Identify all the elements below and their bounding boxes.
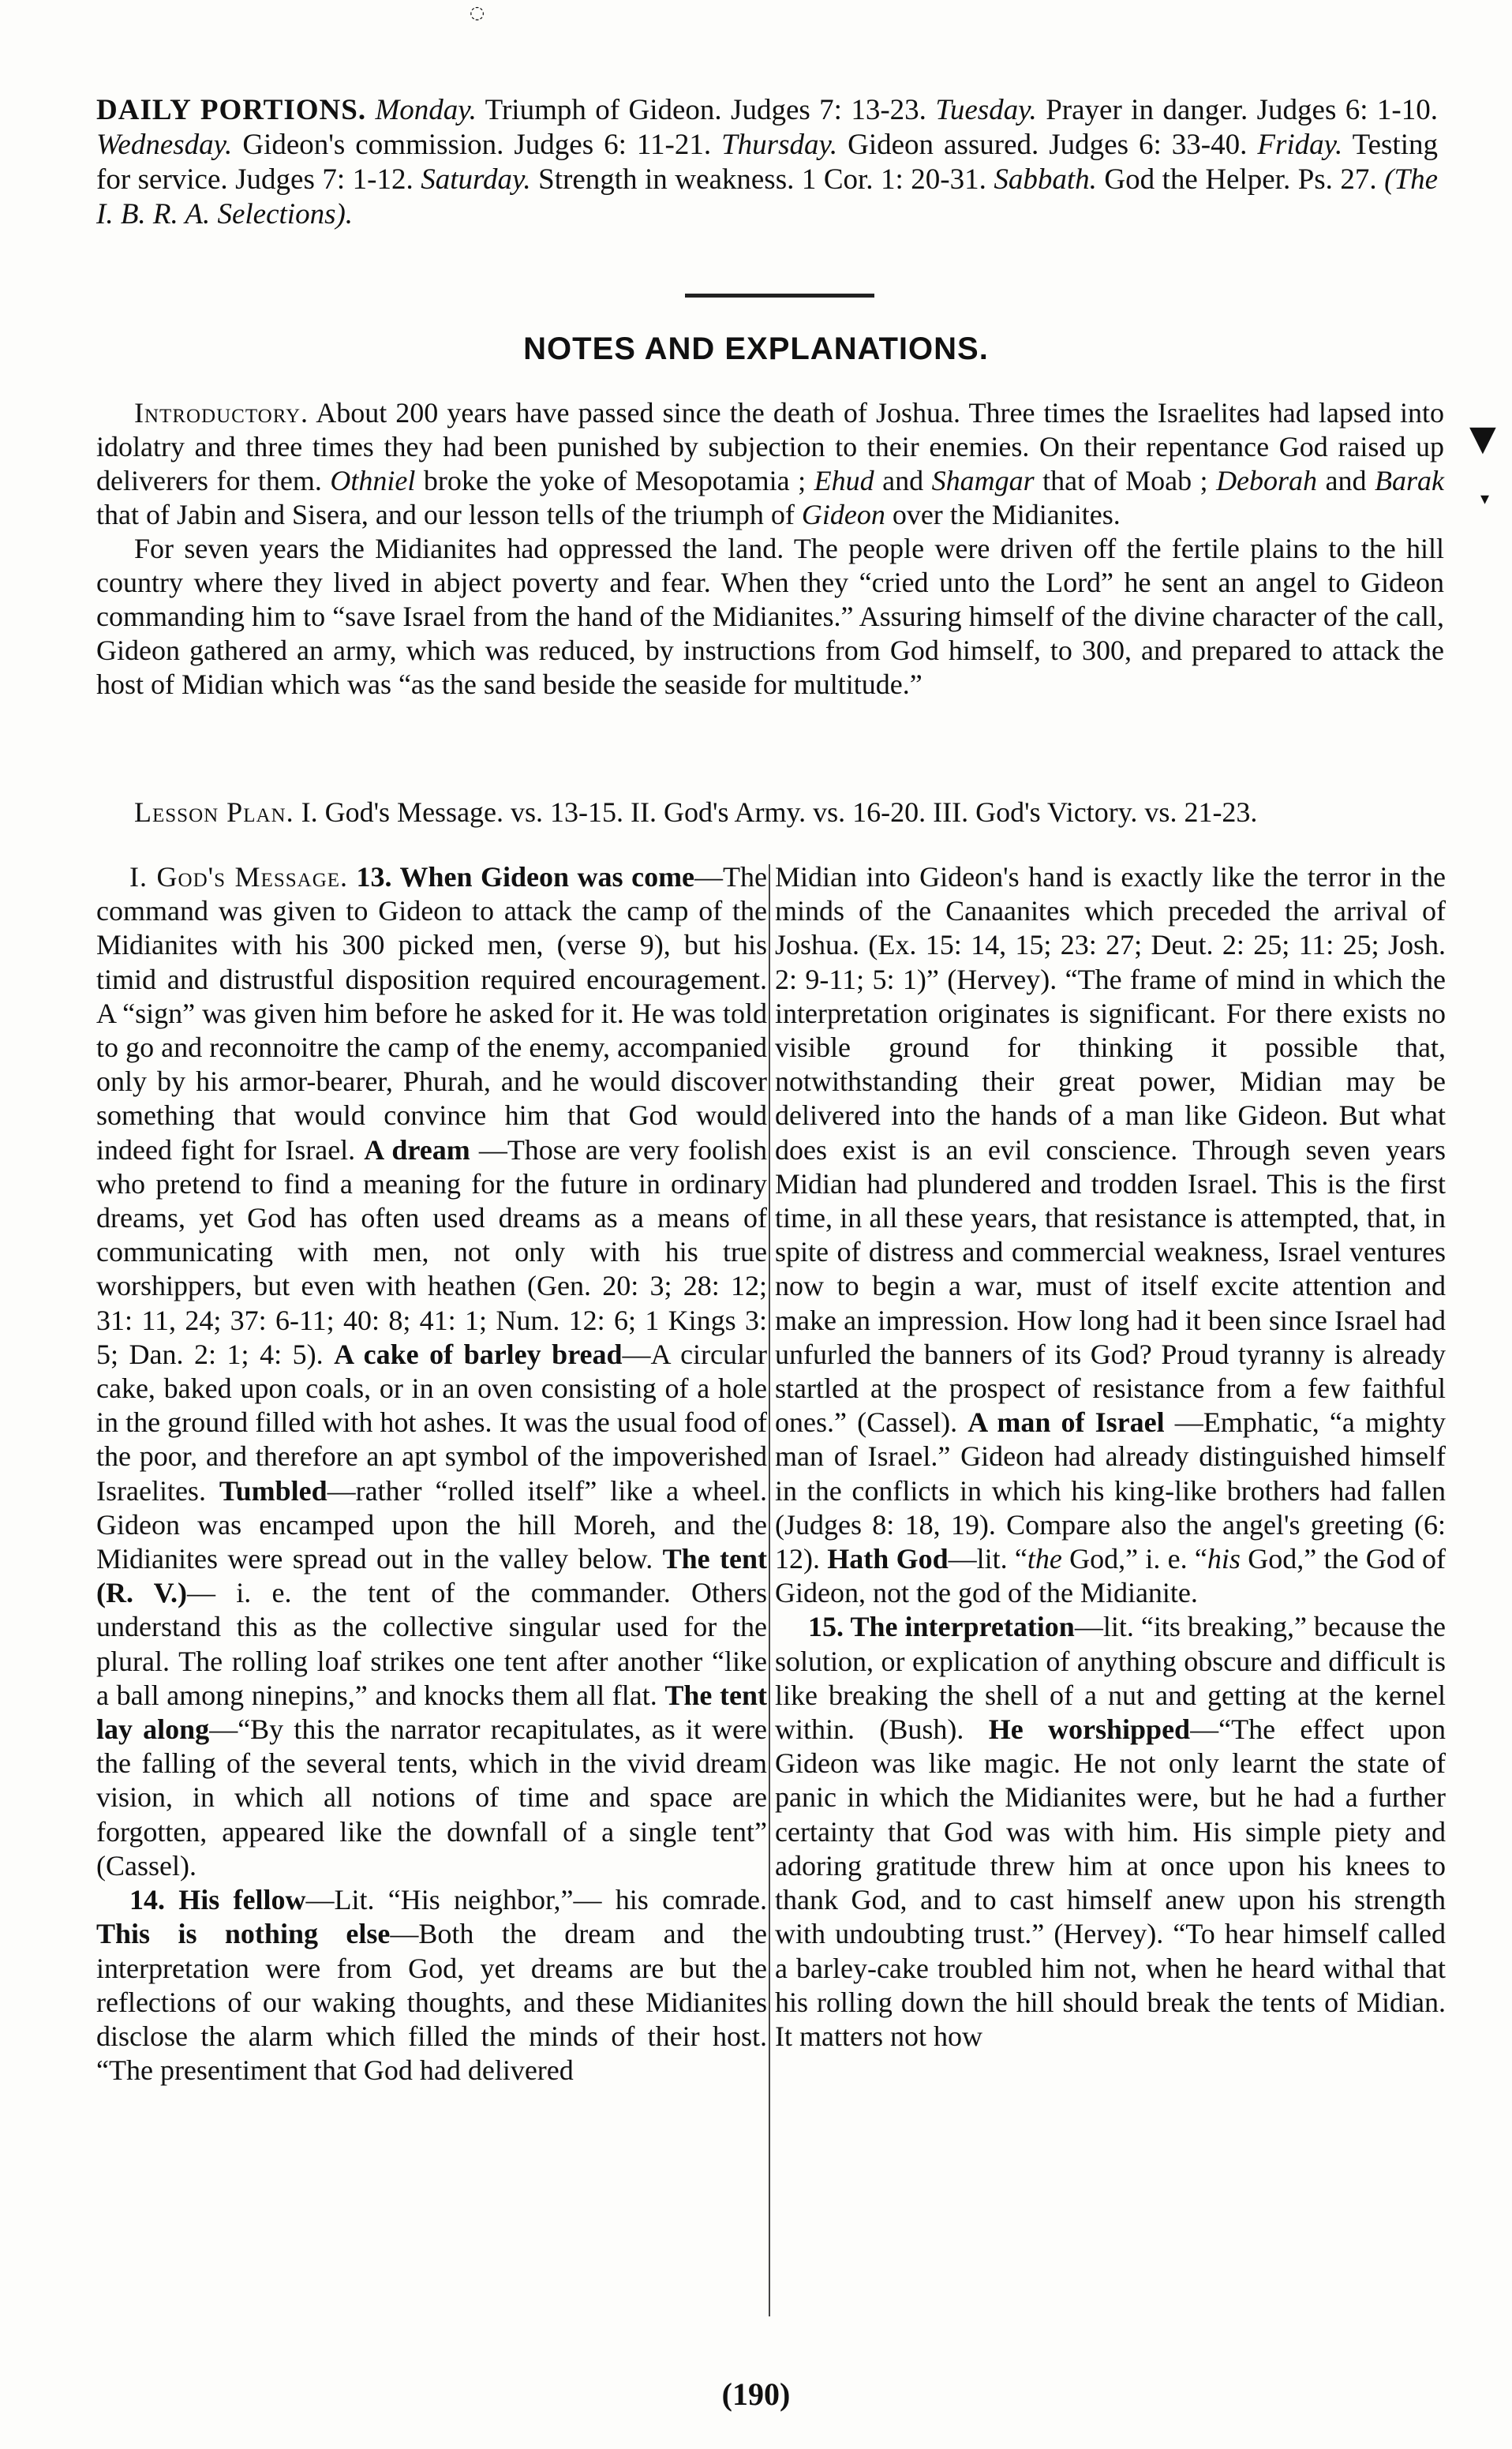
comment: —The command was given to Gideon to attack the camp of the Midianites with his 300 picked men, (verse 9), but his timid and distrustful disposition required encouragement. A “sign” was given him before he asked for it. He was told to go and reconnoitre the camp of the enemy, accompanied only by his armor-bearer, Phurah, and he would discover something that would convince him that God would indeed fight for Israel. — [96, 861, 767, 1166]
verse-number: 14. — [129, 1884, 179, 1916]
intro-text: broke the yoke of Mesopotamia ; — [415, 465, 814, 496]
term: The interpretation — [850, 1611, 1075, 1643]
intro-text: that of Jabin and Sisera, and our lesson tells of the triumph of — [96, 499, 802, 530]
verse-number: 13. — [348, 861, 400, 893]
daily-text: Gideon assured. Judges 6: 33-40. — [837, 129, 1258, 161]
comment: God,” i. e. “ — [1061, 1543, 1207, 1575]
comment: —Those are very foolish who pretend to find a meaning for the future in ordinary dreams, yet God has often used dreams as a means of communicating with men, not only with his true worshippers, but even with heathen (Gen. 20: 3; 28: 12; 31: 11, 24; 37: 6-11; 40: 8; 41: 1; Num. 12: 6; 1 Kings 3: 5; Dan. 2: 1; 4: 5). — [96, 1133, 768, 1370]
intro-text: and — [1317, 465, 1375, 496]
note-14-continued — [775, 860, 1446, 1610]
term: A dream — [364, 1133, 470, 1166]
comment: —Lit. “His neighbor,”— his comrade. — [305, 1884, 767, 1916]
intro-text: that of Moab ; — [1034, 465, 1217, 496]
lesson-plan — [96, 796, 1444, 829]
intro-text: About 200 years have passed since the death of Joshua. Three times the Israelites had lapsed into idolatry and three times they had been punished by subjection to their enemies. On their repentance God raised up deliverers for them. — [96, 397, 1444, 496]
intro-text: over the Midianites. — [885, 499, 1121, 530]
day-wednesday: Wednesday. — [96, 129, 233, 161]
day-friday: Friday. — [1257, 129, 1343, 161]
term: A cake of barley bread — [334, 1338, 623, 1370]
comment: —lit. “its breaking,” because the solution, or explication of anything obscure and difficult is like breaking the shell of a nut and getting at the kernel within. (Bush). — [775, 1611, 1447, 1746]
right-column — [775, 860, 1446, 2054]
comment-italic: his — [1207, 1543, 1241, 1575]
lesson-plan-paragraph — [96, 796, 1444, 829]
daily-text: Gideon's commission. Judges 6: 11-21. — [232, 129, 722, 161]
comment: —“By this the narrator recapitulates, as it were the falling of the several tents, which in the vivid dream vision, in which all notions of time and space are forgotten, appeared like the downfall of a single tent” (Cassel). — [96, 1713, 767, 1882]
term: The tent (R. V.) — [96, 1543, 767, 1609]
term: His fellow — [178, 1884, 306, 1916]
comment: Midian into Gideon's hand is exactly like the terror in the minds of the Canaanites which preceded the arrival of Joshua. (Ex. 15: 14, 15; 23: 27; Deut. 2: 25; 11: 25; Josh. 2: 9-11; 5: 1)” (Hervey). “The frame of mind in which the interpretation originates is significant. For there exists no visible ground for thinking it possible that, notwithstanding their great power, Midian may be delivered into the hands of a man like Gideon. But what does exist is an evil conscience. Through seven years Midian had plundered and trodden Israel. This is the first time, in all these years, that resistance is attempted, that, in spite of distress and commercial weakness, Israel ventures now to begin a war, must of itself excite attention and make an impression. How long had it been since Israel had unfurled the banners of its God? Proud tyranny is already startled at the prospect of resistance from a few faithful ones.” (Cassel). — [775, 861, 1446, 1439]
day-saturday: Saturday. — [421, 163, 531, 196]
comment: —rather “rolled itself” like a wheel. Gideon was encamped upon the hill Moreh, and the Midianites were spread out in the valley below. — [96, 1474, 768, 1575]
intro-paragraph — [96, 396, 1444, 532]
daily-text: Prayer in danger. Judges 6: 1-10. — [1036, 94, 1438, 126]
comment: — i. e. the tent of the commander. Others understand this as the collective singular used for the plural. The rolling loaf strikes one tent after another “like a ball among ninepins,” and knocks them all flat. — [96, 1577, 767, 1711]
day-sabbath: Sabbath. — [994, 163, 1097, 196]
lesson-plan-label: Lesson Plan. — [134, 796, 294, 828]
note-15 — [775, 1610, 1446, 2054]
page-number: (190) — [721, 2376, 791, 2412]
term: This is nothing else — [96, 1918, 391, 1950]
day-monday: Monday. — [375, 94, 477, 126]
name-deborah: Deborah — [1216, 465, 1318, 496]
section-title: NOTES AND EXPLANATIONS. — [523, 331, 989, 366]
term: Tumbled — [219, 1474, 327, 1507]
name-gideon: Gideon — [801, 499, 885, 530]
comment-italic: the — [1027, 1543, 1062, 1575]
intro-paragraph-2: For seven years the Midianites had oppressed the land. The people were driven off the fertile plains to the hill country where they lived in abject poverty and fear. When they “cried unto the Lord” he sent an angel to Gideon commanding him to “save Israel from the hand of the Midianites.” Assuring himself of the divine character of the call, Gideon gathered an army, which was reduced, by instructions from God himself, to 300, and prepared to attack the host of Midian which was “as the sand beside the seaside for multitude.” — [96, 533, 1444, 700]
name-ehud: Ehud — [814, 465, 874, 496]
term: When Gideon was come — [399, 861, 695, 893]
note-13 — [96, 860, 767, 1883]
column-divider — [769, 864, 770, 2316]
introduction — [96, 396, 1444, 702]
left-column — [96, 860, 767, 2088]
ornament-mark: ◌ — [470, 3, 485, 23]
daily-text: Triumph of Gideon. Judges 7: 13-23. — [476, 94, 936, 126]
daily-portions-heading: DAILY PORTIONS. — [96, 94, 367, 126]
lesson-plan-text: I. God's Message. vs. 13-15. II. God's Army. vs. 16-20. III. God's Victory. vs. 21-23. — [294, 796, 1258, 828]
daily-text: God the Helper. Ps. 27. — [1096, 163, 1385, 196]
term: He worshipped — [988, 1713, 1191, 1746]
verse-number: 15. — [808, 1611, 851, 1643]
note-14 — [96, 1883, 767, 2088]
section-heading-gods-message: I. God's Message. — [129, 861, 349, 893]
term: Hath God — [827, 1543, 949, 1575]
intro-label: Introductory. — [134, 397, 309, 429]
comment: God,” the God of Gideon, not the god of the Midianite. — [775, 1543, 1447, 1609]
section-divider — [685, 294, 874, 298]
intro-text: and — [874, 465, 932, 496]
day-tuesday: Tuesday. — [935, 94, 1037, 126]
comment: —A circular cake, baked upon coals, or in an oven consisting of a hole in the ground filled with hot ashes. It was the usual food of the poor, and therefore an apt symbol of the impoverished Israelites. — [96, 1338, 767, 1507]
name-othniel: Othniel — [330, 465, 416, 496]
daily-text: Testing for service. Judges 7: 1-12. — [96, 129, 1438, 196]
term: A man of Israel — [967, 1406, 1165, 1439]
margin-arrow-mark: ▼ — [1469, 418, 1496, 459]
comment: —lit. “ — [948, 1543, 1027, 1575]
daily-text: Strength in weakness. 1 Cor. 1: 20-31. — [530, 163, 994, 196]
daily-portions — [96, 93, 1438, 232]
margin-small-mark: ▾ — [1480, 489, 1490, 509]
name-shamgar: Shamgar — [931, 465, 1035, 496]
day-thursday: Thursday. — [721, 129, 838, 161]
comment: —“The effect upon Gideon was like magic. He not only learnt the state of panic in which the Midianites were, but he had a further certainty that God was with him. His simple piety and adoring gratitude threw him at once upon his knees to thank God, and to cast himself anew upon his strength with undoubting trust.” (Hervey). “To hear himself called a barley-cake troubled him not, when he heard withal that his rolling down the hill should break the tents of Midian. It matters not how — [775, 1713, 1446, 2052]
selections-credit: (The I. B. R. A. Selections). — [96, 163, 1438, 230]
name-barak: Barak — [1375, 465, 1445, 496]
comment: —Both the dream and the interpretation were from God, yet dreams are but the reflections of our waking thoughts, and these Midianites disclose the alarm which filled the minds of their host. “The presentiment that God had delivered — [96, 1918, 767, 2087]
comment: —Emphatic, “a mighty man of Israel.” Gideon had already distinguished himself in the conflicts in which his king-like brothers had fallen (Judges 8: 18, 19). Compare also the angel's greeting (6: 12). — [775, 1406, 1446, 1575]
term: The tent lay along — [96, 1679, 767, 1746]
